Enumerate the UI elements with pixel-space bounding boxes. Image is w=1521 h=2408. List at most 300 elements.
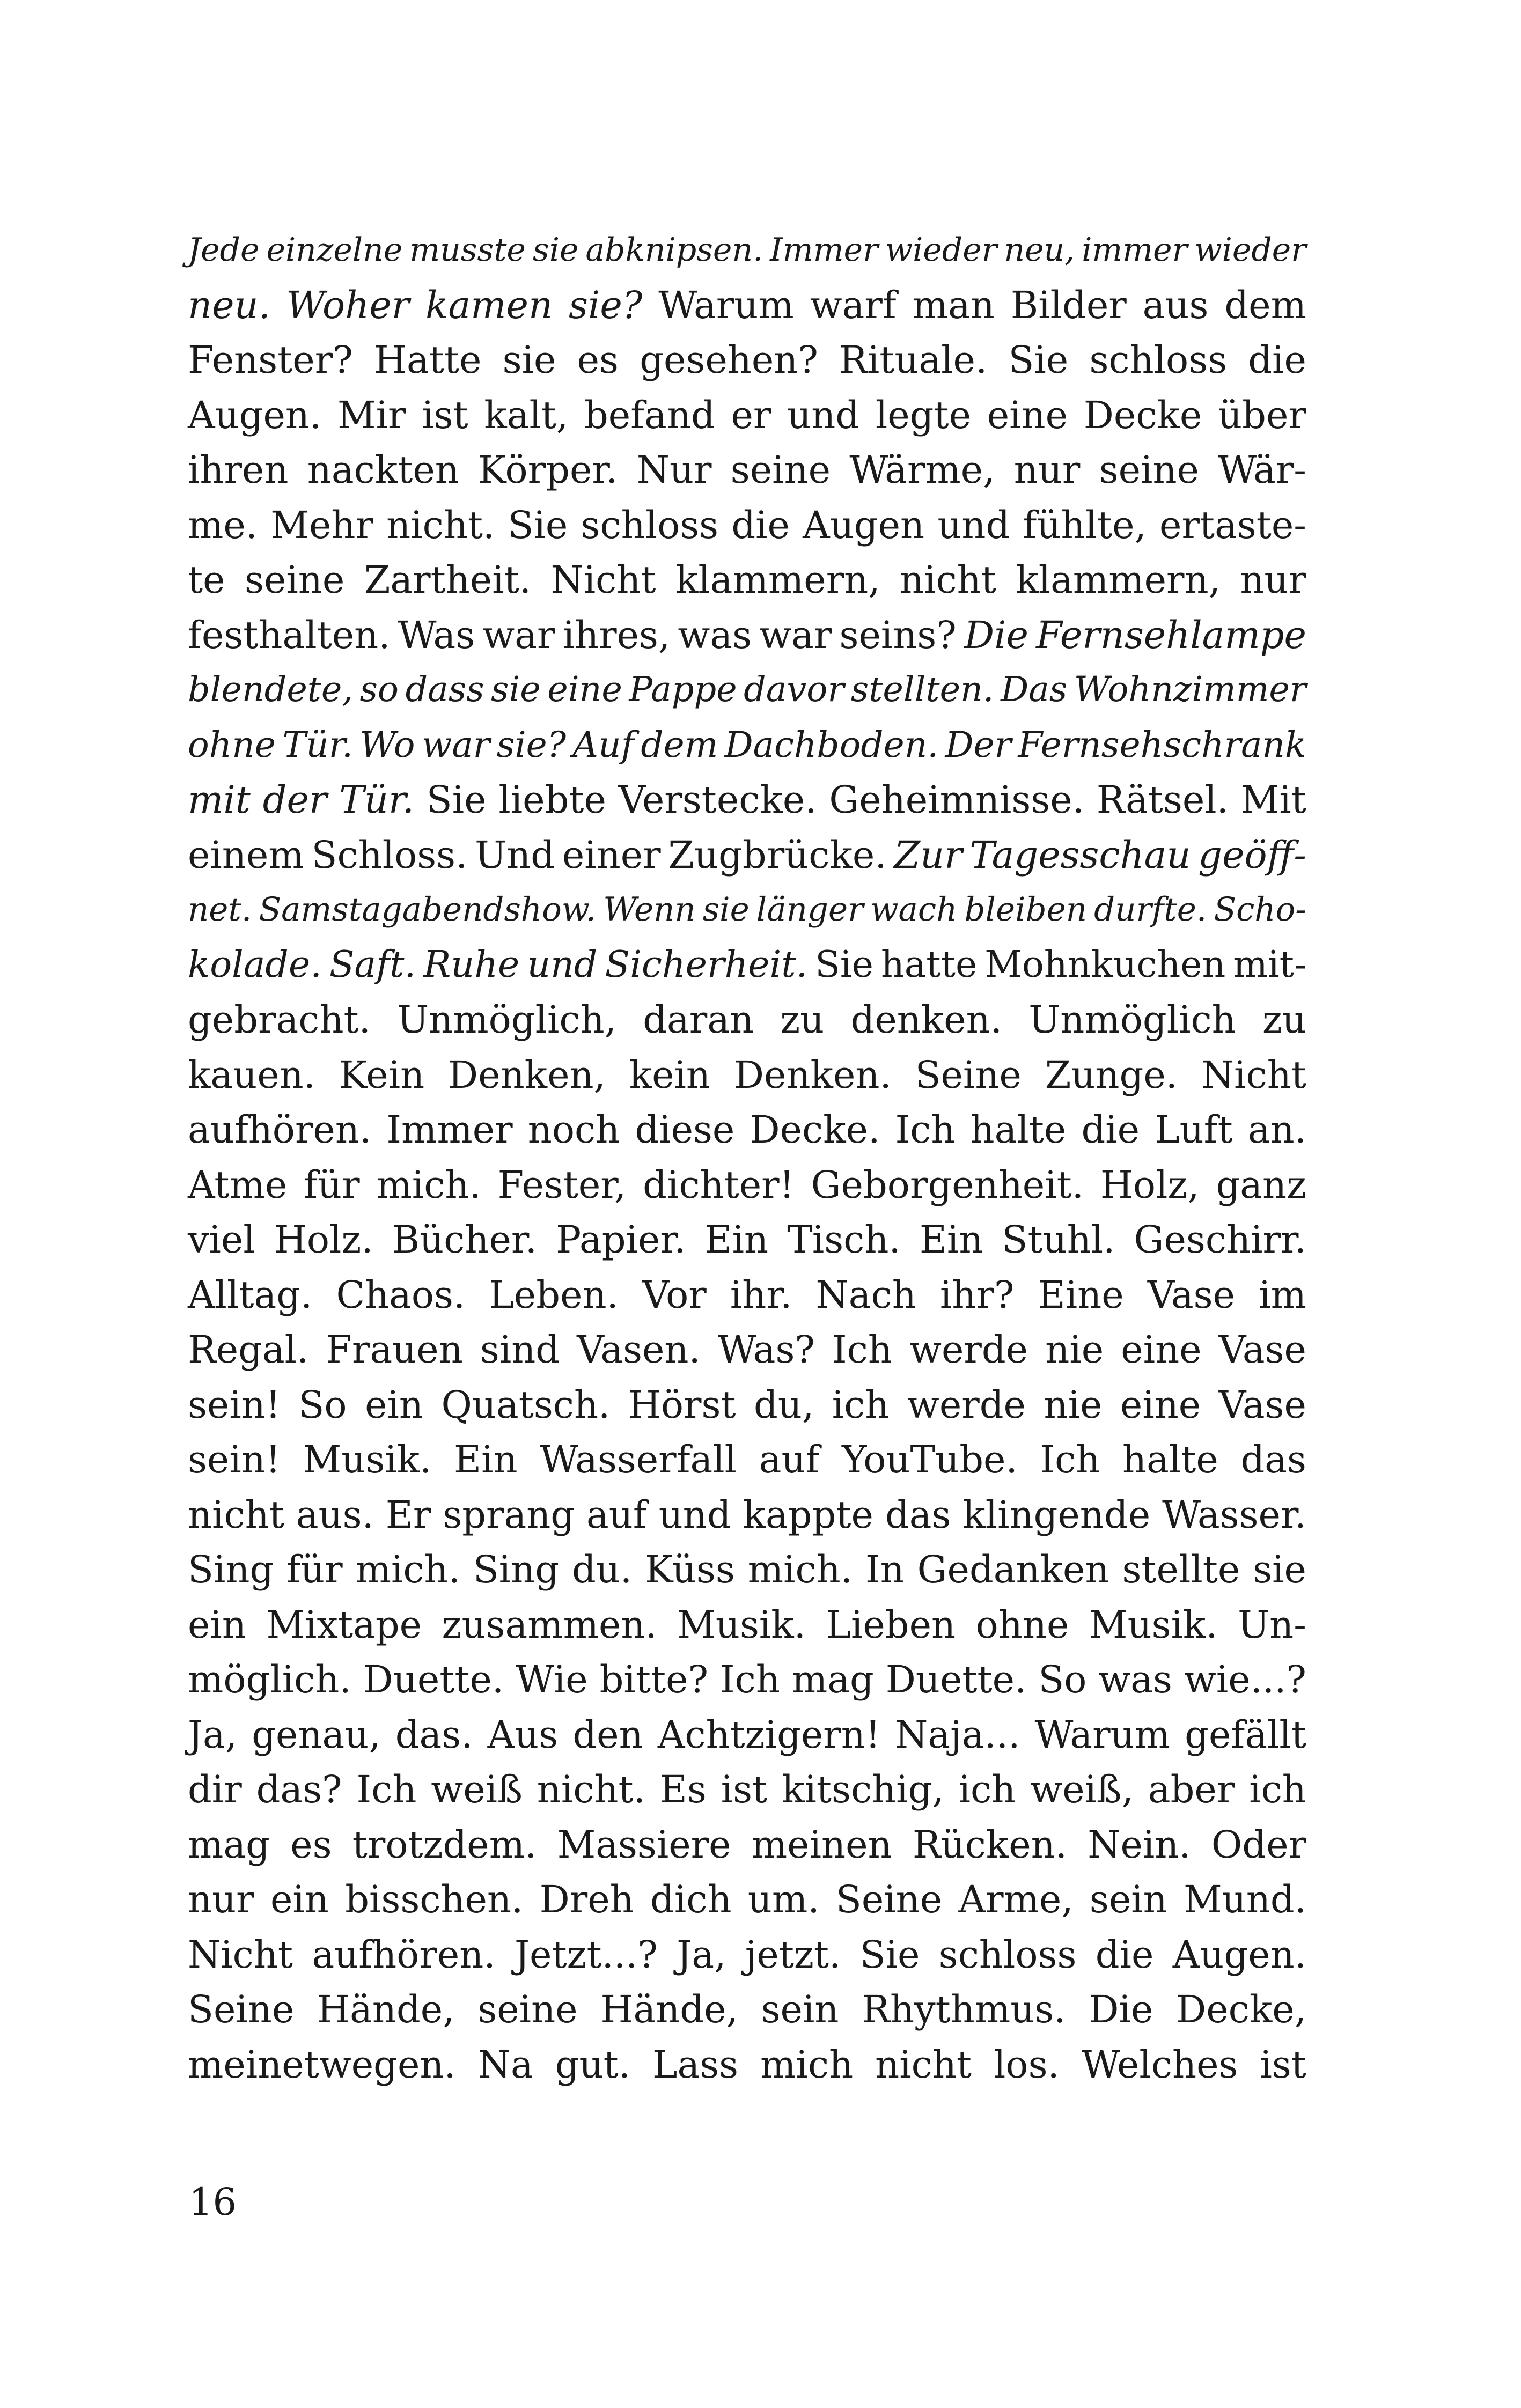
word: Vor — [642, 1272, 707, 1317]
page-number: 16 — [189, 2180, 237, 2224]
word: Immer — [770, 231, 878, 269]
word: gefällt — [1185, 1712, 1306, 1757]
word: Bücher. — [392, 1218, 537, 1262]
word: kappte — [743, 1492, 873, 1537]
word: Holz. — [274, 1218, 373, 1262]
word: ist — [422, 393, 468, 437]
word: Decke — [1083, 393, 1202, 437]
word: Denken. — [733, 1052, 892, 1097]
word: ich — [1249, 1768, 1306, 1811]
word: sein! — [188, 1382, 281, 1427]
word: gesehen? — [640, 338, 818, 382]
word: Fernsehlampe — [1036, 613, 1306, 657]
word: Mit — [1240, 778, 1306, 822]
word: sie — [1253, 1548, 1306, 1592]
word: zu — [780, 998, 825, 1042]
text-line — [188, 223, 1306, 278]
word: Wär- — [1218, 448, 1306, 492]
word: zu — [1262, 998, 1306, 1042]
word: Mund. — [1184, 1877, 1306, 1921]
word: möglich. — [188, 1658, 351, 1702]
word: Seine — [188, 1987, 295, 2031]
word: seine — [477, 1987, 578, 2031]
word: Unmöglich, — [397, 998, 616, 1042]
word: nur — [188, 1877, 254, 1921]
word: sein — [761, 1987, 839, 2031]
word: Wasser. — [1162, 1492, 1306, 1537]
word: hatte — [880, 943, 978, 986]
word: ein — [188, 1602, 246, 1647]
word: Eine — [1038, 1272, 1124, 1317]
word: ihren — [188, 448, 289, 492]
word: sie? — [569, 283, 643, 327]
word: stellte — [1122, 1548, 1240, 1592]
text-line — [188, 772, 1306, 828]
text-line — [188, 1982, 1306, 2037]
word: Un- — [1238, 1602, 1306, 1647]
text-line — [188, 278, 1306, 333]
word: aus — [1142, 283, 1209, 327]
word: Immer — [386, 1108, 513, 1152]
word: Nicht — [188, 1932, 293, 1977]
word: sind — [480, 1328, 560, 1372]
word: Tür. — [339, 778, 414, 822]
word: Lieben — [826, 1602, 956, 1647]
word: Geschirr. — [1134, 1218, 1306, 1262]
word: blendete, — [188, 669, 354, 710]
word: Und — [475, 833, 555, 877]
word: war — [482, 613, 555, 657]
word: das — [1240, 1438, 1306, 1482]
word: wach — [870, 890, 958, 929]
word: ohne — [975, 1602, 1069, 1647]
word: sie — [532, 231, 579, 269]
word: Er — [385, 1492, 431, 1537]
word: auf — [759, 1438, 820, 1482]
word: du, — [754, 1382, 814, 1427]
text-line — [188, 1102, 1306, 1158]
word: ihr? — [940, 1272, 1015, 1317]
word: So — [1038, 1658, 1087, 1702]
word: seins? — [839, 613, 957, 657]
word: YouTube. — [842, 1438, 1018, 1482]
word: Duette. — [363, 1658, 504, 1702]
word: ich — [832, 1382, 890, 1427]
word: neu. — [188, 283, 270, 327]
word: die — [1248, 338, 1306, 382]
word: eine — [1120, 1382, 1201, 1427]
word: seine — [730, 448, 831, 492]
word: Warum — [658, 283, 794, 327]
text-line — [188, 1487, 1306, 1543]
word: Scho- — [1214, 890, 1306, 929]
word: zusammen. — [442, 1602, 657, 1647]
word: Der — [945, 724, 1012, 765]
word: und — [527, 943, 598, 986]
word: fühlte, — [1023, 503, 1147, 547]
word: Ich — [1040, 1438, 1100, 1482]
word: Mohnkuchen — [984, 943, 1226, 986]
word: sie — [502, 338, 556, 382]
word: das. — [395, 1712, 473, 1757]
word: er — [731, 393, 771, 437]
word: neu, — [1004, 231, 1075, 269]
text-line — [188, 1927, 1306, 1983]
text-line — [188, 1707, 1306, 1763]
word: Sie — [508, 503, 568, 547]
word: ihr. — [730, 1272, 792, 1317]
text-line — [188, 553, 1306, 608]
word: Augen — [803, 503, 925, 547]
word: nicht — [899, 558, 996, 602]
word: Ja, — [677, 1932, 726, 1977]
word: mit- — [1233, 943, 1306, 986]
word: weiß, — [1030, 1768, 1134, 1811]
word: sie — [702, 890, 750, 929]
word: Warum — [1034, 1712, 1171, 1757]
word: dem — [1224, 283, 1306, 327]
word: werde — [909, 1328, 1028, 1372]
text-line — [188, 1432, 1306, 1487]
word: das? — [256, 1768, 342, 1811]
word: jetzt. — [745, 1932, 841, 1977]
text-line — [188, 1322, 1306, 1378]
word: Sicherheit. — [605, 943, 808, 986]
word: kamen — [425, 283, 553, 327]
word: halte — [1122, 1438, 1218, 1482]
word: Wasserfall — [540, 1438, 737, 1482]
text-line — [188, 1048, 1306, 1103]
word: sein — [1089, 1877, 1167, 1921]
word: sie — [491, 669, 541, 710]
word: Küss — [645, 1548, 735, 1592]
word: Ein — [919, 1218, 983, 1262]
word: warf — [810, 283, 897, 327]
word: Samstagabendshow. — [259, 890, 597, 929]
text-line — [188, 1817, 1306, 1873]
word: und — [658, 1492, 731, 1537]
word: Mixtape — [266, 1602, 422, 1647]
word: du. — [571, 1548, 633, 1592]
word: Wo — [359, 724, 415, 765]
word: klingende — [962, 1492, 1151, 1537]
word: sprang — [443, 1492, 575, 1537]
word: Augen. — [1172, 1932, 1306, 1977]
word: Musik. — [1089, 1602, 1218, 1647]
word: te — [188, 558, 225, 602]
word: Hatte — [373, 338, 482, 382]
word: Vasen. — [577, 1328, 701, 1372]
word: kitschig, — [782, 1768, 944, 1811]
word: kein — [629, 1052, 711, 1097]
word: musste — [409, 231, 526, 269]
word: gut. — [555, 2042, 631, 2087]
word: Luft — [1155, 1108, 1233, 1152]
word: ohne — [188, 724, 276, 765]
word: kalt, — [484, 393, 569, 437]
word: für — [304, 1162, 360, 1207]
word: Ich — [720, 1658, 780, 1702]
word: ich — [958, 1768, 1016, 1811]
word: Bilder — [1010, 283, 1127, 327]
word: Sie — [1008, 338, 1069, 382]
word: nie — [1045, 1328, 1104, 1372]
word: seine — [1099, 448, 1199, 492]
word: Ich — [895, 1108, 956, 1152]
word: ertaste- — [1159, 503, 1306, 547]
word: Fernsehschrank — [1018, 724, 1306, 765]
word: Ja, — [188, 1712, 238, 1757]
word: Nicht — [1201, 1052, 1306, 1097]
word: Fenster? — [188, 338, 353, 382]
word: Musik. — [303, 1438, 432, 1482]
word: wieder — [885, 231, 997, 269]
word: Es — [659, 1768, 707, 1811]
word: Schloss. — [311, 833, 468, 877]
word: nur — [1240, 558, 1306, 602]
word: im — [1259, 1272, 1306, 1317]
word: Papier. — [556, 1218, 686, 1262]
word: dich — [650, 1877, 732, 1921]
word: bisschen. — [345, 1877, 524, 1921]
word: mich. — [355, 1548, 460, 1592]
word: Ich — [356, 1768, 417, 1811]
text-line — [188, 938, 1306, 993]
word: Nur — [636, 448, 712, 492]
word: werde — [907, 1382, 1026, 1427]
word: dir — [188, 1768, 242, 1811]
word: den — [572, 1712, 643, 1757]
word: los. — [994, 2042, 1060, 2087]
word: bleiben — [964, 890, 1088, 929]
word: mag — [188, 1822, 270, 1867]
word: Frauen — [326, 1328, 463, 1372]
word: Vase — [1218, 1382, 1306, 1427]
word: ist — [1260, 2042, 1306, 2087]
word: Achtzigern! — [657, 1712, 880, 1757]
word: mit — [188, 778, 251, 822]
word: was — [678, 613, 752, 657]
word: Fester, — [497, 1162, 627, 1207]
word: klammern, — [675, 558, 880, 602]
word: meinetwegen. — [188, 2042, 456, 2087]
word: war — [421, 724, 490, 765]
word: Die — [1089, 1987, 1153, 2031]
word: aufhören. — [188, 1108, 372, 1152]
text-line — [188, 1212, 1306, 1268]
text-line — [188, 388, 1306, 443]
word: Sing — [473, 1548, 560, 1592]
word: Wärme, — [849, 448, 995, 492]
text-line — [188, 1652, 1306, 1707]
word: Nach — [815, 1272, 916, 1317]
text-line — [188, 1268, 1306, 1323]
word: aus. — [296, 1492, 374, 1537]
word: Rhythmus. — [862, 1987, 1066, 2031]
word: Zartheit. — [364, 558, 531, 602]
word: Das — [1001, 669, 1068, 710]
word: Zur — [894, 833, 962, 877]
word: es — [290, 1822, 332, 1867]
word: Dachboden. — [724, 724, 939, 765]
word: Alltag. — [188, 1272, 313, 1317]
word: wieder — [1194, 231, 1306, 269]
word: Atme — [188, 1162, 288, 1207]
word: Massiere — [557, 1822, 731, 1867]
word: nicht — [875, 2042, 972, 2087]
text-line — [188, 992, 1306, 1048]
word: mich — [760, 2042, 854, 2087]
word: auf — [586, 1492, 647, 1537]
word: ist — [721, 1768, 768, 1811]
word: mag — [791, 1658, 874, 1702]
word: Regal. — [188, 1328, 309, 1372]
word: und — [937, 503, 1010, 547]
word: Wohnzimmer — [1074, 669, 1306, 710]
word: einzelne — [266, 231, 403, 269]
text-line — [188, 2037, 1306, 2093]
word: ganz — [1216, 1162, 1306, 1207]
word: mich. — [376, 1162, 481, 1207]
word: Mehr — [270, 503, 373, 547]
word: Sie — [815, 943, 873, 986]
word: ein — [270, 1877, 329, 1921]
word: liebte — [498, 778, 606, 822]
text-line — [188, 498, 1306, 553]
word: Gedanken — [917, 1548, 1109, 1592]
text-line — [188, 608, 1306, 663]
word: eine — [987, 393, 1068, 437]
word: Körper. — [478, 448, 618, 492]
word: me. — [188, 503, 258, 547]
word: schloss — [581, 503, 719, 547]
word: ein — [365, 1382, 423, 1427]
word: Decke, — [1176, 1987, 1306, 2031]
word: die — [731, 503, 790, 547]
word: aufhören. — [312, 1932, 496, 1977]
word: diese — [635, 1108, 735, 1152]
word: Die — [964, 613, 1028, 657]
word: davor — [744, 669, 844, 710]
word: der — [262, 778, 327, 822]
word: und — [787, 393, 860, 437]
word: eine — [547, 669, 622, 710]
word: seine — [245, 558, 345, 602]
word: Welches — [1081, 2042, 1238, 2087]
word: dass — [405, 669, 484, 710]
word: viel — [188, 1218, 255, 1262]
word: Rücken. — [912, 1822, 1067, 1867]
word: Verstecke. — [618, 778, 817, 822]
word: Stuhl. — [1002, 1218, 1115, 1262]
word: Saft. — [329, 943, 416, 986]
word: das — [885, 1492, 951, 1537]
word: über — [1218, 393, 1306, 437]
word: Seine — [835, 1877, 943, 1921]
word: Zunge. — [1045, 1052, 1178, 1097]
word: meinen — [751, 1822, 892, 1867]
text-line — [188, 1378, 1306, 1433]
word: In — [865, 1548, 905, 1592]
word: Na — [477, 2042, 533, 2087]
word: legte — [875, 393, 971, 437]
word: Tisch. — [787, 1218, 901, 1262]
word: Sing — [188, 1548, 274, 1592]
word: Decke. — [750, 1108, 880, 1152]
word: Dreh — [539, 1877, 634, 1921]
word: Auf — [572, 724, 635, 765]
word: die — [1095, 1932, 1154, 1977]
word: sie? — [496, 724, 567, 765]
word: Aus — [487, 1712, 559, 1757]
word: Augen. — [188, 393, 322, 437]
word: Ein — [454, 1438, 518, 1482]
word: schloss — [938, 1932, 1077, 1977]
text-line — [188, 662, 1306, 718]
word: sein! — [188, 1438, 281, 1482]
word: trotzdem. — [352, 1822, 537, 1867]
word: Tür. — [282, 724, 353, 765]
text-line — [188, 443, 1306, 498]
word: nicht — [188, 1492, 284, 1537]
word: stellten. — [850, 669, 994, 710]
word: Tagesschau — [969, 833, 1191, 877]
word: Quatsch. — [441, 1382, 611, 1427]
word: festhalten. — [188, 613, 391, 657]
text-line — [188, 1542, 1306, 1597]
word: Rituale. — [839, 338, 988, 382]
word: mich. — [747, 1548, 853, 1592]
word: für — [286, 1548, 343, 1592]
word: war — [759, 613, 832, 657]
word: daran — [643, 998, 754, 1042]
word: Oder — [1211, 1822, 1306, 1867]
word: Ruhe — [423, 943, 520, 986]
text-line — [188, 333, 1306, 388]
word: immer — [1082, 231, 1188, 269]
word: durfte. — [1094, 890, 1207, 929]
word: Lass — [652, 2042, 739, 2087]
word: schloss — [1089, 338, 1228, 382]
word: einem — [188, 833, 304, 877]
word: befand — [584, 393, 715, 437]
word: Ein — [704, 1218, 769, 1262]
word: nackten — [307, 448, 459, 492]
word: Denken, — [448, 1052, 606, 1097]
word: Zugbrücke. — [668, 833, 887, 877]
word: Geborgenheit. — [811, 1162, 1084, 1207]
word: ihres, — [562, 613, 671, 657]
word: Pappe — [629, 669, 737, 710]
word: dem — [641, 724, 718, 765]
word: abknipsen. — [585, 231, 763, 269]
word: Jetzt...? — [515, 1932, 658, 1977]
word: die — [1081, 1108, 1140, 1152]
word: Nicht — [550, 558, 656, 602]
word: Woher — [286, 283, 410, 327]
word: Vase — [1147, 1272, 1236, 1317]
word: Sie — [859, 1932, 920, 1977]
word: gebracht. — [188, 998, 371, 1042]
word: länger — [756, 890, 864, 929]
word: Musik. — [677, 1602, 806, 1647]
word: aber — [1148, 1768, 1235, 1811]
word: Vase — [1218, 1328, 1306, 1372]
word: genau, — [252, 1712, 381, 1757]
word: Jede — [188, 231, 260, 269]
word: halte — [970, 1108, 1067, 1152]
word: nie — [1044, 1382, 1103, 1427]
